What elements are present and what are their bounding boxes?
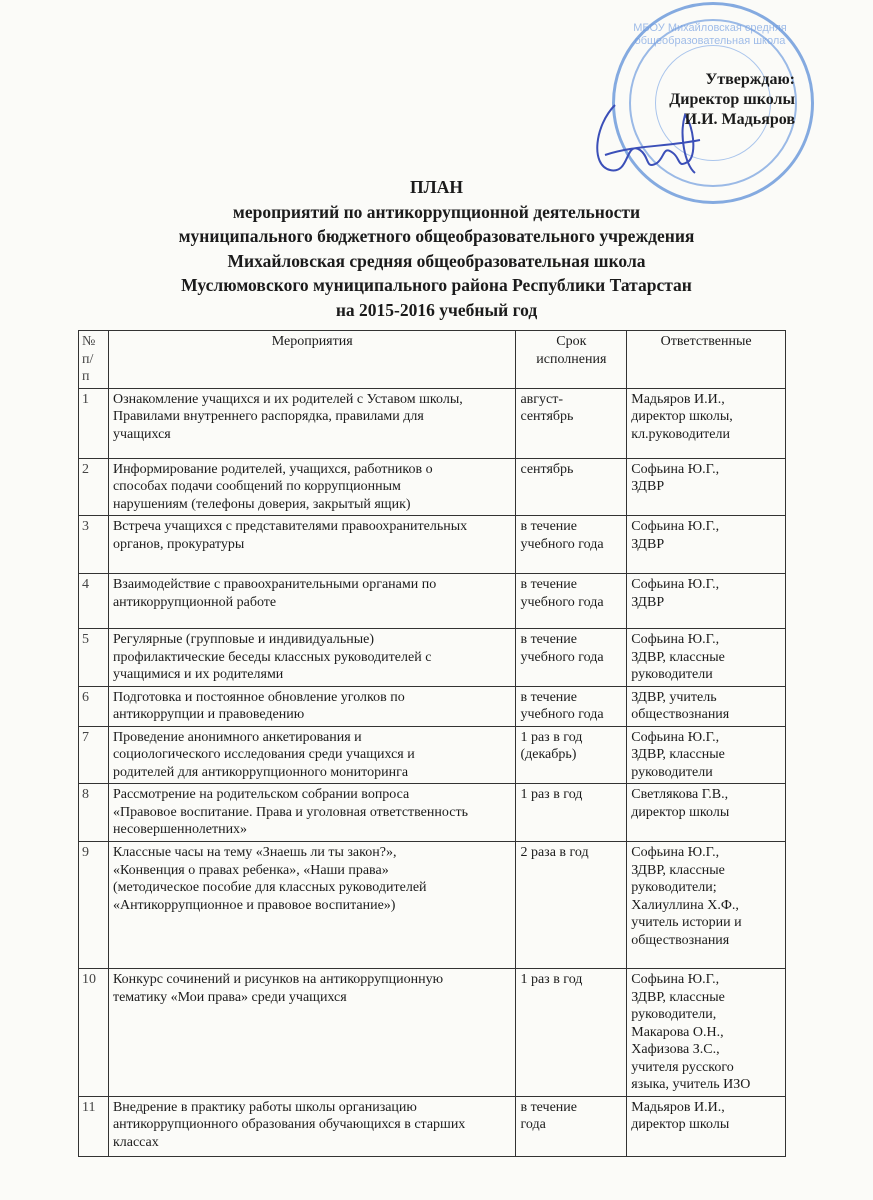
row-term: в течение учебного года <box>516 686 627 726</box>
row-activity: Встреча учащихся с представителями правоохранительных органов, прокуратуры <box>108 516 516 574</box>
table-row <box>79 686 786 726</box>
title-line: на 2015-2016 учебный год <box>335 299 538 320</box>
row-term: в течение года <box>516 1096 627 1156</box>
row-activity: Взаимодействие с правоохранительными органами по антикоррупционной работе <box>108 574 516 629</box>
row-activity: Рассмотрение на родительском собрании вопроса «Правовое воспитание. Права и уголовная ответственность несовершеннолетних» <box>108 784 516 842</box>
approval-block <box>669 70 795 130</box>
table-row <box>79 842 786 969</box>
approval-position: Директор школы <box>669 91 795 108</box>
title-line: муниципального бюджетного общеобразовательного учреждения <box>178 226 695 246</box>
title-line: ПЛАН <box>410 177 463 197</box>
row-responsible: ЗДВР, учитель обществознания <box>627 686 786 726</box>
row-responsible: Софьина Ю.Г., ЗДВР, классные руководители, Макарова О.Н., Хафизова З.С., учителя русского языка, учитель ИЗО <box>627 969 786 1097</box>
row-responsible: Софьина Ю.Г., ЗДВР <box>627 574 786 629</box>
row-activity: Классные часы на тему «Знаешь ли ты закон?», «Конвенция о правах ребенка», «Наши права» (методическое пособие для классных руководителей «Антикоррупционное и правовое воспитание») <box>108 842 516 969</box>
row-responsible: Софьина Ю.Г., ЗДВР, классные руководители; Халиуллина Х.Ф., учитель истории и обществознания <box>627 842 786 969</box>
row-number: 4 <box>79 574 109 629</box>
row-activity: Подготовка и постоянное обновление уголков по антикоррупции и правоведению <box>108 686 516 726</box>
row-term: 2 раза в год <box>516 842 627 969</box>
table-row <box>79 629 786 687</box>
row-term: август- сентябрь <box>516 388 627 458</box>
row-number: 5 <box>79 629 109 687</box>
table-row <box>79 1096 786 1156</box>
row-responsible: Мадьяров И.И., директор школы <box>627 1096 786 1156</box>
row-activity: Конкурс сочинений и рисунков на антикоррупционную тематику «Мои права» среди учащихся <box>108 969 516 1097</box>
row-number: 6 <box>79 686 109 726</box>
table-row <box>79 784 786 842</box>
table-row <box>79 969 786 1097</box>
row-term: 1 раз в год <box>516 969 627 1097</box>
row-number: 3 <box>79 516 109 574</box>
header-responsible: Ответственные <box>627 331 786 389</box>
approval-name: И.И. Мадьяров <box>684 111 795 128</box>
plan-table <box>78 330 786 1157</box>
title-line: мероприятий по антикоррупционной деятельности <box>232 201 641 222</box>
row-term: в течение учебного года <box>516 629 627 687</box>
table-row <box>79 458 786 516</box>
header-term: Срок исполнения <box>516 331 627 389</box>
row-responsible: Софьина Ю.Г., ЗДВР, классные руководители <box>627 629 786 687</box>
row-term: в течение учебного года <box>516 574 627 629</box>
row-number: 7 <box>79 726 109 784</box>
row-responsible: Светлякова Г.В., директор школы <box>627 784 786 842</box>
row-term: 1 раз в год (декабрь) <box>516 726 627 784</box>
row-number: 1 <box>79 388 109 458</box>
table-row <box>79 574 786 629</box>
row-responsible: Мадьяров И.И., директор школы, кл.руководители <box>627 388 786 458</box>
approval-label: Утверждаю: <box>705 71 795 88</box>
row-activity: Информирование родителей, учащихся, работников о способах подачи сообщений по коррупционным нарушениям (телефоны доверия, закрытый ящик) <box>108 458 516 516</box>
row-term: 1 раз в год <box>516 784 627 842</box>
table-header-row <box>79 331 786 389</box>
row-activity: Внедрение в практику работы школы организацию антикоррупционного образования обучающихся в старших классах <box>108 1096 516 1156</box>
row-number: 11 <box>79 1096 109 1156</box>
row-number: 10 <box>79 969 109 1097</box>
row-number: 9 <box>79 842 109 969</box>
header-activity: Мероприятия <box>108 331 516 389</box>
title-line: Муслюмовского муниципального района Республики Татарстан <box>181 275 692 295</box>
row-responsible: Софьина Ю.Г., ЗДВР <box>627 458 786 516</box>
row-term: сентябрь <box>516 458 627 516</box>
row-responsible: Софьина Ю.Г., ЗДВР, классные руководители <box>627 726 786 784</box>
row-activity: Ознакомление учащихся и их родителей с Уставом школы, Правилами внутреннего распорядка, правилами для учащихся <box>108 388 516 458</box>
row-activity: Проведение анонимного анкетирования и социологического исследования среди учащихся и родителей для антикоррупционного мониторинга <box>108 726 516 784</box>
row-number: 8 <box>79 784 109 842</box>
table-row <box>79 516 786 574</box>
row-term: в течение учебного года <box>516 516 627 574</box>
table-row <box>79 726 786 784</box>
row-number: 2 <box>79 458 109 516</box>
header-number: № п/ п <box>79 331 109 389</box>
table-row <box>79 388 786 458</box>
row-responsible: Софьина Ю.Г., ЗДВР <box>627 516 786 574</box>
title-line: Михайловская средняя общеобразовательная школа <box>227 250 646 271</box>
stamp-text: МБОУ Михайловская средняя общеобразовательная школа <box>633 22 787 47</box>
document-title <box>0 175 873 322</box>
row-activity: Регулярные (групповые и индивидуальные) профилактические беседы классных руководителей с учащимися и их родителями <box>108 629 516 687</box>
